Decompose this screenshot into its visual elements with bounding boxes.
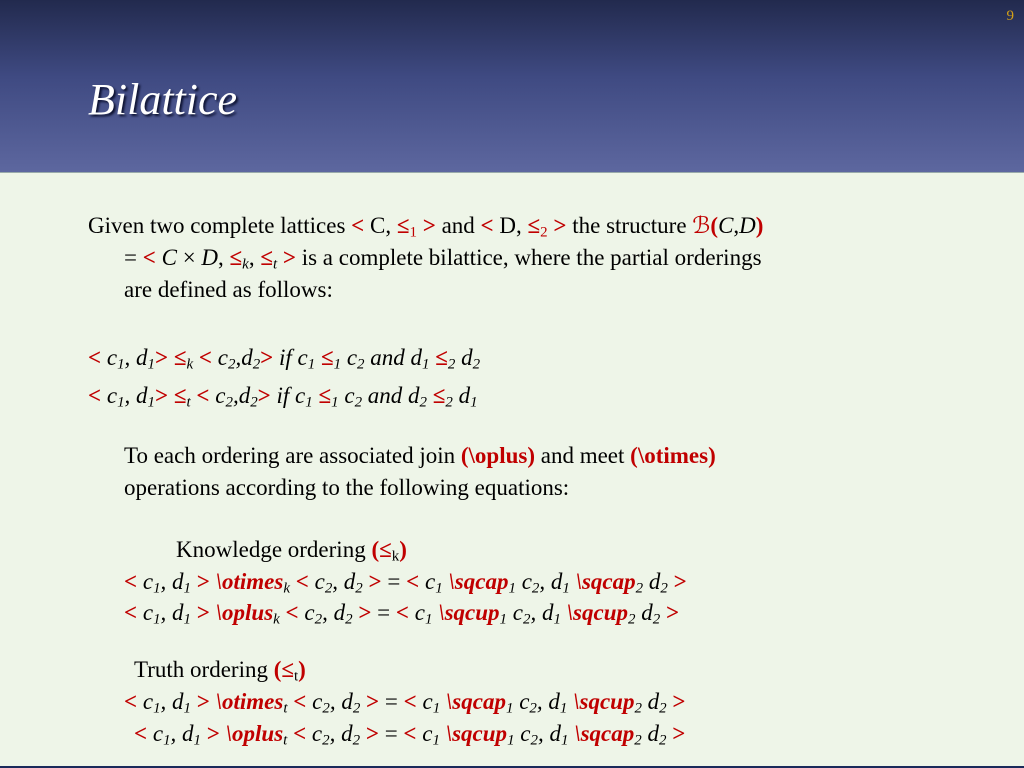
var-c: c [515,569,532,594]
angle-close: > [360,721,379,746]
knowledge-heading [176,535,407,565]
subscript: 2 [357,356,365,373]
subscript: 1 [499,611,508,628]
angle-open: < [88,383,107,408]
equals: = [379,689,404,714]
comma: , [124,345,137,370]
angle-close: > [667,569,687,594]
join-meet-line-2 [124,473,569,503]
var-d: d [550,569,563,594]
condition-text: and d [364,345,423,370]
var-c: c [152,721,164,746]
comma: , [536,689,549,714]
otimes-symbol: (\otimes) [630,443,716,468]
leq-symbol: ≤ [427,383,446,408]
angle-close: > [201,721,226,746]
oplus-symbol: \oplus [225,721,284,746]
angle-close: > [257,383,271,408]
var-d: d [241,345,253,370]
subscript: 1 [183,700,192,717]
condition-text: if c [270,383,306,408]
angle-open: < [124,689,143,714]
angle-close: > [277,245,296,270]
var-c: c [142,689,154,714]
var-c: c [304,600,315,625]
equals: = [378,721,404,746]
subscript: 1 [559,700,568,717]
comma: , [329,721,342,746]
var-c: c [424,569,436,594]
comma: , [329,689,342,714]
subscript: 2 [354,394,363,411]
ordering-t-definition [88,381,478,411]
otimes-symbol: \otimes [215,689,284,714]
subscript: 2 [227,356,236,373]
angle-open: < [124,569,143,594]
subscript: 1 [553,611,561,628]
var-c: c [142,569,154,594]
subscript: 1 [153,580,161,597]
angle-open: < [279,600,305,625]
comma: , [733,213,740,238]
angle-open: < [406,569,425,594]
var-d: D [739,213,756,238]
knowledge-eq-otimes [124,567,687,597]
subscript: 1 [432,700,441,717]
lattice-c: C, [364,213,397,238]
paren: ) [755,213,764,238]
join-meet-text: operations according to the following equations: [124,475,570,500]
angle-close: > [260,345,274,370]
subscript: 1 [147,394,156,411]
join-meet-line-1 [124,441,716,471]
comma: , [124,383,137,408]
otimes-symbol: \otimes [215,569,284,594]
var-c: c [314,569,325,594]
var-c: C [718,213,734,238]
angle-open: < [290,569,315,594]
comma: , [537,721,550,746]
paren: ( [371,537,380,562]
page-number: 9 [1006,8,1014,24]
var-d: d [548,689,560,714]
var-c: c [414,600,425,625]
angle-close: > [360,689,380,714]
var-d: d [172,569,184,594]
paren: ( [273,657,282,682]
var-c: c [142,600,154,625]
angle-close: > [155,345,174,370]
angle-open: < [287,689,313,714]
angle-open: < [190,383,216,408]
subscript: 2 [531,580,540,597]
angle-close: > [155,383,174,408]
and-text: and [435,213,481,238]
knowledge-eq-oplus [124,598,679,628]
subscript: 1 [153,700,161,717]
subscript: 2 [445,394,453,411]
var-d: d [343,569,356,594]
subscript: 2 [447,356,456,373]
subscript: 1 [163,732,171,749]
equals: = [371,600,396,625]
condition-text: if c [273,345,308,370]
var-d: d [172,689,184,714]
leq-symbol: ≤ [315,345,334,370]
sqcap-symbol: \sqcap [569,569,636,594]
var-d: d [641,721,659,746]
comma: , [160,600,173,625]
var-c: c [106,383,118,408]
angle-close: > [666,721,686,746]
var-d: d [341,721,353,746]
subscript: 2 [355,580,363,597]
var-c: c [217,345,228,370]
comma: , [539,569,551,594]
intro-line-2 [124,243,762,273]
leq-symbol: ≤ [173,345,187,370]
angle-open: < [395,600,415,625]
subscript: 1 [409,224,417,241]
subscript: 1 [307,356,316,373]
subscript: 2 [419,394,427,411]
angle-close: > [547,213,567,238]
comma: , [160,569,173,594]
subscript: 2 [628,611,636,628]
angle-open: < [480,213,494,238]
var-c: c [422,721,433,746]
comma: , [170,721,183,746]
subscript: 1 [117,394,125,411]
var-d: d [172,600,184,625]
angle-close: > [666,689,686,714]
angle-open: < [134,721,153,746]
subscript: 2 [322,732,330,749]
leq-symbol: ≤ [173,383,187,408]
join-meet-text: To each ordering are associated join [124,443,461,468]
subscript: 2 [658,732,667,749]
angle-open: < [124,600,143,625]
var-d: d [549,721,561,746]
leq-symbol: ≤ [229,245,243,270]
paren: ) [399,537,407,562]
subscript: 2 [540,224,548,241]
intro-text: Given two complete lattices [88,213,352,238]
truth-heading [134,655,306,685]
paren: ( [710,213,719,238]
angle-open: < [403,689,423,714]
angle-open: < [142,245,162,270]
sqcap-symbol: \sqcap [442,569,509,594]
angle-close: > [416,213,436,238]
section-heading: Truth ordering [134,657,274,682]
angle-open: < [351,213,365,238]
condition-text: and d [362,383,420,408]
intro-text: is a complete bilattice, where the partial orderings [295,245,762,270]
intro-text: are defined as follows: [124,277,333,302]
bilattice-b: ℬ [692,213,711,238]
leq-symbol: ≤ [429,345,448,370]
subscript: 1 [422,356,430,373]
subscript: 1 [560,732,569,749]
subscript: 2 [529,700,537,717]
subscript: t [272,256,278,273]
var-c: c [106,345,118,370]
section-heading: Knowledge ordering [176,537,372,562]
var-d: d [136,383,148,408]
var-c: c [311,721,323,746]
var-c: c [422,689,433,714]
subscript: t [283,732,288,749]
subscript: 1 [193,732,202,749]
subscript: 1 [562,580,570,597]
angle-close: > [191,689,216,714]
structure-text: the structure [566,213,693,238]
comma: , [530,600,542,625]
subscript: 2 [322,700,330,717]
subscript: 1 [147,356,156,373]
subscript: 2 [472,356,481,373]
leq-symbol: ≤ [527,213,541,238]
oplus-symbol: \oplus [215,600,274,625]
subscript: 2 [635,580,644,597]
subscript: 2 [652,611,661,628]
sqcap-symbol: \sqcap [440,689,506,714]
join-meet-text: and meet [535,443,631,468]
subscript: t [186,394,191,411]
subscript: 1 [432,732,440,749]
var-d: d [333,600,346,625]
leq-symbol: ≤ [379,537,392,562]
var-d: d [238,383,251,408]
var-d: D [201,245,219,270]
subscript: 2 [352,700,361,717]
sqcup-symbol: \sqcup [560,600,629,625]
subscript: 2 [314,611,323,628]
subscript: t [283,700,288,717]
comma: , [160,689,173,714]
subscript: 1 [435,580,443,597]
subscript: 2 [250,394,258,411]
subscript: 2 [634,732,642,749]
subscript: 1 [153,611,161,628]
var-d: d [452,383,471,408]
paren: ) [298,657,306,682]
slide-header [0,0,1024,172]
subscript: 1 [424,611,433,628]
lattice-d: D, [493,213,528,238]
subscript: 1 [117,356,125,373]
intro-line-1 [88,211,763,241]
var-c: C [161,245,177,270]
var-c: c [513,689,530,714]
subscript: k [186,356,194,373]
comma: , [248,245,261,270]
slide-title: Bilattice [88,75,238,124]
var-d: d [182,721,194,746]
var-c: c [507,600,523,625]
subscript: 2 [324,580,333,597]
subscript: t [294,668,299,685]
var-c: c [312,689,323,714]
angle-close: > [191,600,216,625]
sqcup-symbol: \sqcup [567,689,635,714]
subscript: 1 [507,732,515,749]
angle-open: < [88,345,107,370]
intro-line-3 [124,275,333,305]
var-d: d [341,689,353,714]
subscript: k [391,548,400,565]
subscript: 1 [305,394,313,411]
equals: = [381,569,407,594]
sqcap-symbol: \sqcap [568,721,635,746]
subscript: k [273,611,280,628]
leq-symbol: ≤ [260,245,273,270]
var-c: c [215,383,226,408]
angle-close: > [191,569,216,594]
subscript: 2 [252,356,261,373]
var-d: d [136,345,148,370]
var-c: c [338,383,355,408]
comma: , [332,569,344,594]
var-d: d [455,345,473,370]
times-symbol: × [176,245,202,270]
comma: , [232,383,239,408]
comma: , [235,345,242,370]
var-c: c [514,721,531,746]
equals: = [124,245,143,270]
subscript: 2 [352,732,361,749]
angle-open: < [287,721,312,746]
subscript: 1 [333,356,342,373]
subscript: 2 [530,732,538,749]
subscript: 2 [522,611,531,628]
angle-open: < [403,721,423,746]
angle-open: < [193,345,218,370]
angle-close: > [362,569,382,594]
truth-eq-otimes [124,687,686,717]
subscript: 1 [331,394,339,411]
subscript: k [242,256,249,273]
var-d: d [641,689,660,714]
subscript: 1 [508,580,516,597]
subscript: 2 [225,394,233,411]
angle-close: > [660,600,680,625]
comma: , [218,245,230,270]
oplus-symbol: (\oplus) [460,443,535,468]
sqcup-symbol: \sqcup [439,721,508,746]
var-d: d [643,569,661,594]
subscript: 1 [183,580,192,597]
comma: , [322,600,334,625]
subscript: 2 [634,700,642,717]
angle-close: > [352,600,372,625]
subscript: 2 [659,700,667,717]
leq-symbol: ≤ [281,657,295,682]
subscript: 1 [183,611,192,628]
truth-eq-oplus [134,719,685,749]
ordering-k-definition [88,343,480,373]
leq-symbol: ≤ [312,383,332,408]
subscript: 1 [470,394,478,411]
subscript: k [283,580,290,597]
sqcup-symbol: \sqcup [432,600,500,625]
subscript: 2 [660,580,668,597]
subscript: 2 [345,611,353,628]
var-c: c [341,345,358,370]
subscript: 1 [505,700,514,717]
var-d: d [635,600,653,625]
slide-body [0,172,1024,768]
leq-symbol: ≤ [396,213,410,238]
var-d: d [541,600,554,625]
